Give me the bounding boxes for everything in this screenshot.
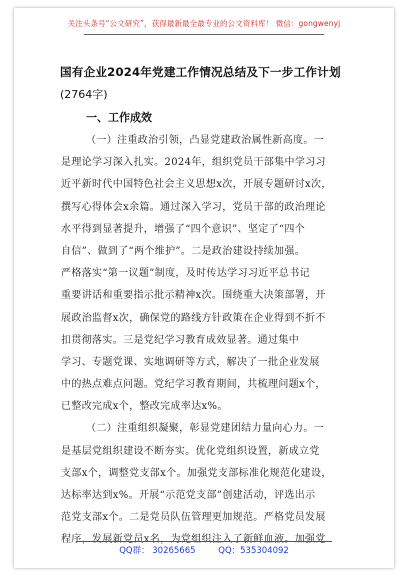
body-text [61,130,379,552]
paragraph-line: 支部x个，调整党支部x个。加强党支部标准化规范化建设， [61,467,332,479]
paragraph-line: 重要讲话和重要指示批示精神x次。围绕重大决策部署，开 [61,290,326,302]
paragraph-line: 程序，发展新党员x名，为党组织注入了新鲜血液。加强党 [61,534,326,546]
footer-qq-group: QQ群： 30265665 [119,546,196,556]
footer-qq: QQ：535304092 [218,546,289,556]
paragraph-line: 展政治监督x次，确保党的路线方针政策在企业得到不折不 [61,312,326,324]
paragraph-line: 达标率达到x%。开展“示范党支部”创建活动，评选出示 [61,490,316,501]
document-title: 国有企业2024年党建工作情况总结及下一步工作计划 [60,65,341,79]
header-banner: 关注头条号“公文研究”，获得最新最全最专业的公文资料库！ 微信：gongwenyj [67,19,341,28]
header-divider [84,34,324,35]
footer [14,544,394,556]
footer-divider [76,541,332,542]
paragraph-line: 是基层党组织建设不断夯实。优化党组织设置，新成立党 [61,445,320,457]
paragraph-line: （二）注重组织凝聚，彰显党建团结力量向心力。一 [86,423,325,435]
document-page [14,8,394,568]
paragraph-line: 中的热点难点问题。党纪学习教育期间，共梳理问题x个， [61,379,326,391]
paragraph-line: 扣贯彻落实。三是党纪学习教育成效显著。通过集中 [61,334,300,346]
paragraph-line: 撰写心得体会x余篇。通过深入学习，党员干部的政治理论 [61,201,326,213]
paragraph-line: 已整改完成x个，整改完成率达x%。 [61,401,228,413]
paragraph-line: 是理论学习深入扎实。2024年，组织党员干部集中学习习 [61,157,326,169]
section-heading: 一、工作成效 [86,111,152,124]
paragraph-line: 水平得到显著提升，增强了“四个意识”、坚定了“四个 [61,223,306,235]
paragraph-line: 近平新时代中国特色社会主义思想x次，开展专题研讨x次， [61,179,332,191]
paragraph-line: 严格落实“第一议题”制度，及时传达学习习近平总书记 [61,268,310,280]
paragraph-line: （一）注重政治引领，凸显党建政治属性新高度。一 [86,135,325,146]
paragraph-line: 范党支部x个。二是党员队伍管理更加规范。严格党员发展 [61,512,326,524]
paragraph-line: 学习、专题党课、实地调研等方式，解决了一批企业发展 [61,356,320,368]
paragraph-line: 自信”、做到了“两个维护”。二是政治建设持续加强。 [61,245,306,257]
word-count: (2764字) [60,88,108,101]
